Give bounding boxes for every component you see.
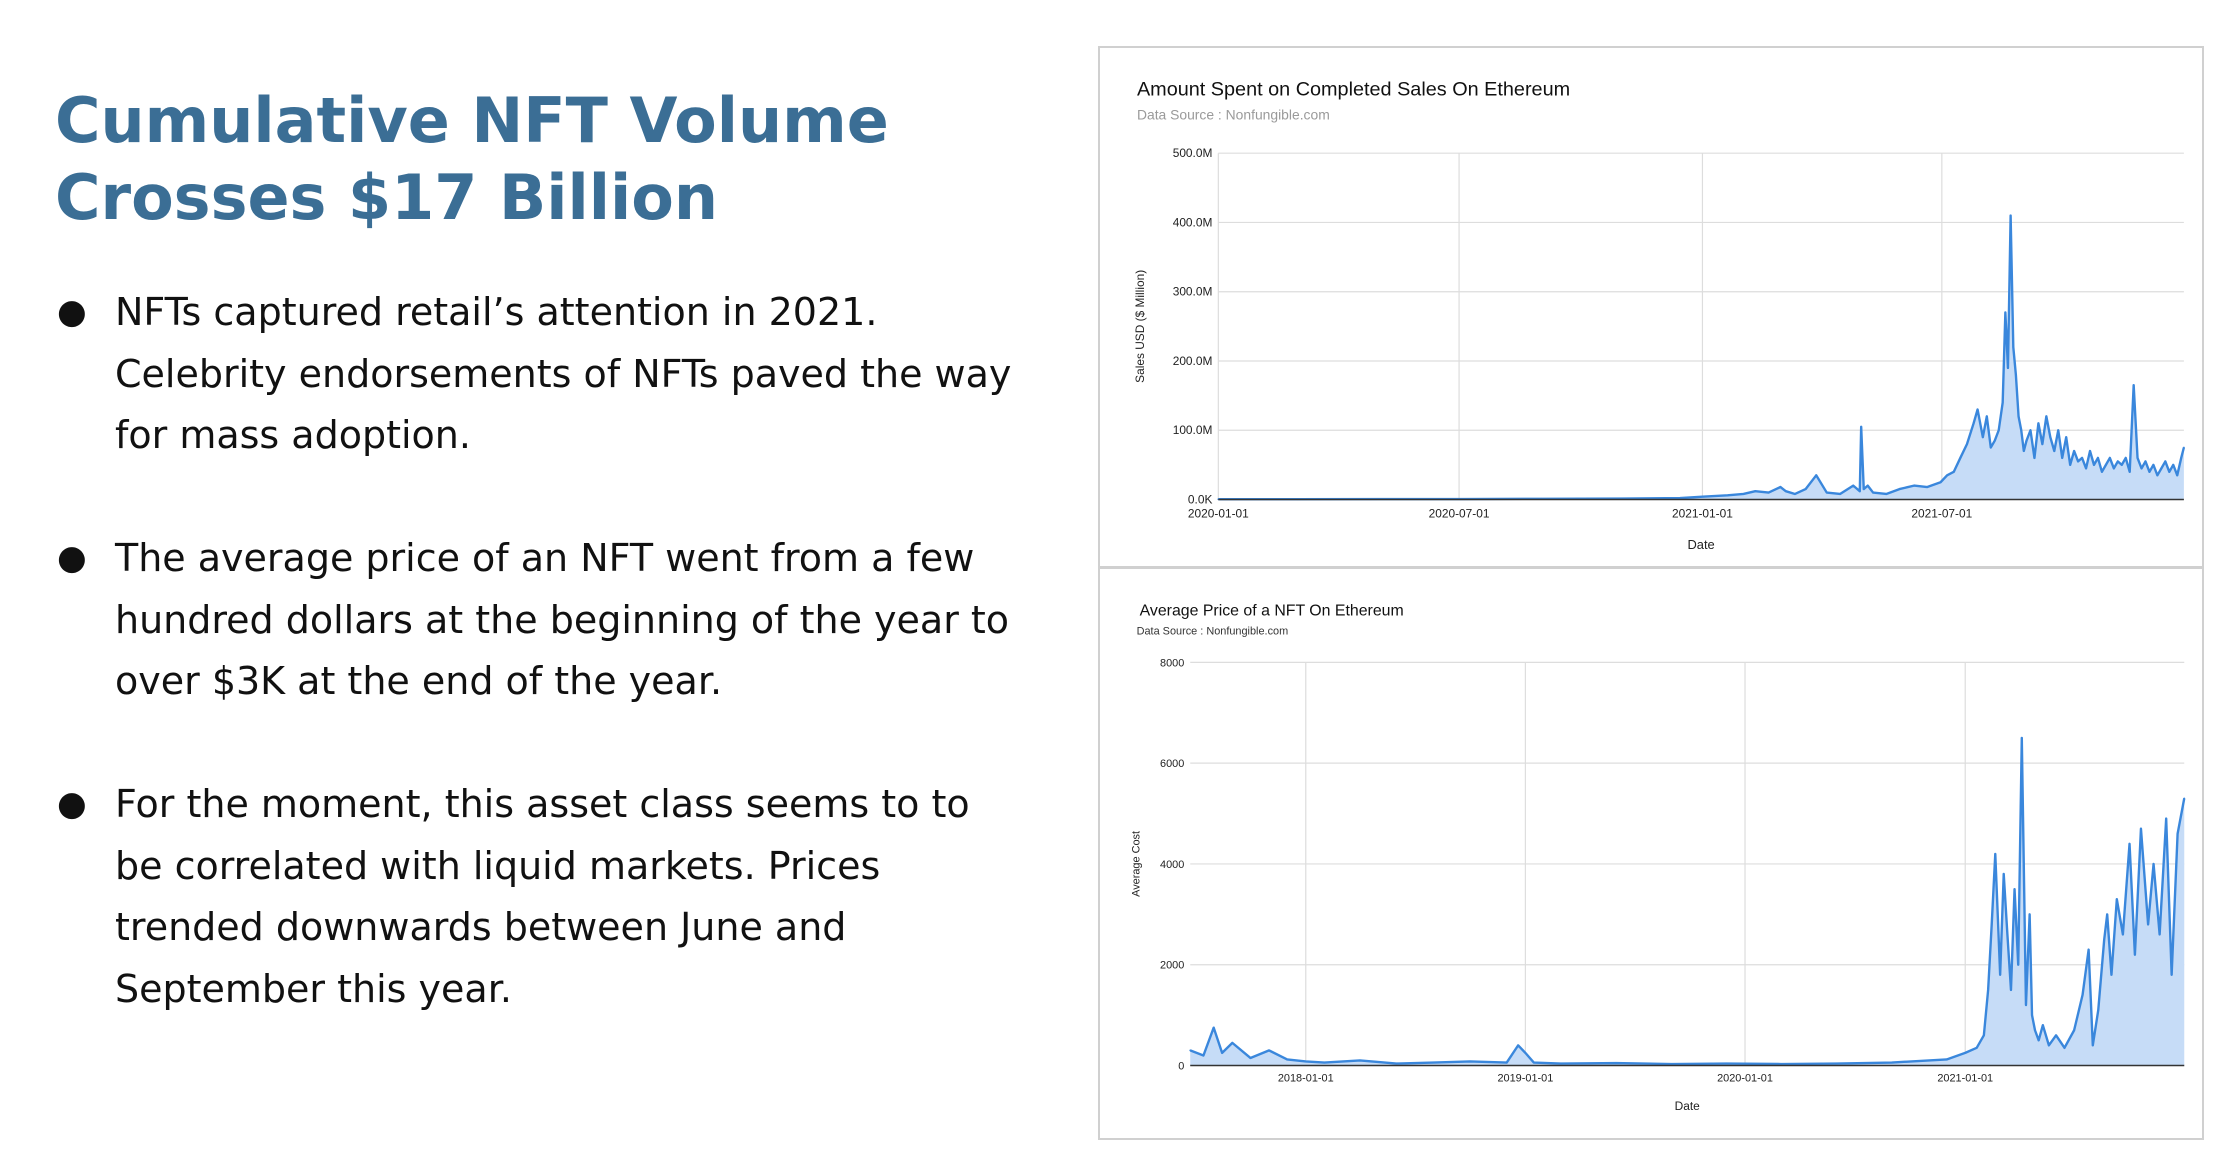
data-point bbox=[1506, 1062, 1508, 1064]
data-point bbox=[2069, 464, 2071, 466]
data-point bbox=[2088, 949, 2090, 951]
data-point bbox=[2129, 471, 2131, 473]
data-point bbox=[1324, 1062, 1326, 1064]
data-point bbox=[1859, 490, 1861, 492]
data-point bbox=[1560, 1063, 1562, 1065]
x-tick-label: 2021-01-01 bbox=[1672, 506, 1733, 521]
data-point bbox=[2015, 374, 2017, 376]
data-point bbox=[1899, 488, 1901, 490]
data-point bbox=[1533, 1062, 1535, 1064]
data-point bbox=[2010, 989, 2012, 991]
chart-title: Amount Spent on Completed Sales On Ethereum bbox=[1136, 78, 1571, 101]
data-point bbox=[1976, 1047, 1978, 1049]
data-point bbox=[1852, 485, 1854, 487]
data-point bbox=[1727, 494, 1729, 496]
data-point bbox=[1359, 1060, 1361, 1062]
data-point bbox=[1754, 490, 1756, 492]
bullet-item bbox=[55, 774, 1015, 1020]
data-point bbox=[2061, 457, 2063, 459]
data-point bbox=[2111, 974, 2113, 976]
data-point bbox=[2153, 863, 2155, 865]
data-point bbox=[2041, 443, 2043, 445]
data-point bbox=[1991, 924, 1993, 926]
slide-title-line: Crosses $17 Billion bbox=[55, 161, 719, 234]
data-point bbox=[2023, 450, 2025, 452]
data-point bbox=[2007, 367, 2009, 369]
data-point bbox=[2145, 461, 2147, 463]
series-line bbox=[1190, 738, 2184, 1064]
data-point bbox=[2049, 436, 2051, 438]
data-point bbox=[2057, 429, 2059, 431]
data-point bbox=[1524, 1052, 1526, 1054]
data-point bbox=[1725, 1063, 1727, 1065]
chart-subtitle: Data Source : Nonfungible.com bbox=[1136, 106, 1330, 123]
y-tick-label: 500.0M bbox=[1172, 146, 1213, 161]
data-point bbox=[2048, 1044, 2050, 1046]
y-tick-label: 300.0M bbox=[1172, 284, 1213, 299]
bullet-item bbox=[55, 282, 1015, 467]
data-point bbox=[2038, 1039, 2040, 1041]
y-axis-label: Sales USD ($ Million) bbox=[1132, 269, 1147, 383]
data-point bbox=[2018, 415, 2020, 417]
data-point bbox=[1213, 1027, 1215, 1029]
data-point bbox=[1469, 1061, 1471, 1063]
bullet-text-line: September this year. bbox=[115, 966, 512, 1011]
bullet-dot-icon: ● bbox=[57, 784, 87, 824]
data-point bbox=[1994, 853, 1996, 855]
y-tick-label: 0 bbox=[1178, 1060, 1185, 1073]
data-point bbox=[1517, 1044, 1519, 1046]
y-tick-label: 0.0K bbox=[1187, 492, 1213, 507]
x-axis-label: Date bbox=[1687, 537, 1715, 553]
data-point bbox=[1839, 493, 1841, 495]
data-point bbox=[2106, 913, 2108, 915]
x-tick-label: 2021-07-01 bbox=[1911, 506, 1973, 521]
data-point bbox=[2125, 457, 2127, 459]
data-point bbox=[1959, 457, 1961, 459]
average-price-chart-panel bbox=[1098, 567, 2204, 1140]
data-point bbox=[2031, 1014, 2033, 1016]
data-point bbox=[2092, 1044, 2094, 1046]
data-point bbox=[1986, 415, 1988, 417]
data-point bbox=[2073, 1029, 2075, 1031]
chart-title: Average Price of a NFT On Ethereum bbox=[1139, 602, 1404, 620]
y-tick-label: 4000 bbox=[1160, 858, 1185, 871]
data-point bbox=[1998, 429, 2000, 431]
data-point bbox=[2064, 1047, 2066, 1049]
data-point bbox=[2122, 934, 2124, 936]
data-point bbox=[2133, 384, 2135, 386]
data-point bbox=[1231, 1042, 1233, 1044]
data-point bbox=[1926, 486, 1928, 488]
data-point bbox=[1702, 496, 1704, 498]
data-point bbox=[2038, 422, 2040, 424]
data-point bbox=[2147, 924, 2149, 926]
data-point bbox=[2117, 461, 2119, 463]
data-point bbox=[2034, 1029, 2036, 1031]
data-point bbox=[1221, 1052, 1223, 1054]
data-point bbox=[2073, 450, 2075, 452]
data-point bbox=[1805, 488, 1807, 490]
data-point bbox=[1286, 1059, 1288, 1061]
data-point bbox=[1794, 493, 1796, 495]
data-point bbox=[2089, 450, 2091, 452]
data-point bbox=[1396, 1063, 1398, 1065]
data-point bbox=[1867, 485, 1869, 487]
data-point bbox=[2077, 461, 2079, 463]
data-point bbox=[1946, 474, 1948, 476]
data-point bbox=[1679, 497, 1681, 499]
x-tick-label: 2020-01-01 bbox=[1717, 1072, 1773, 1085]
slide-title-line: Cumulative NFT Volume bbox=[55, 84, 889, 157]
data-point bbox=[2025, 1004, 2027, 1006]
data-point bbox=[1768, 492, 1770, 494]
data-point bbox=[2007, 934, 2009, 936]
data-point bbox=[1836, 1063, 1838, 1065]
data-point bbox=[2129, 843, 2131, 845]
x-tick-label: 2021-01-01 bbox=[1937, 1072, 1994, 1085]
data-point bbox=[2137, 457, 2139, 459]
x-tick-label: 2020-01-01 bbox=[1187, 506, 1249, 521]
bullet-text-line: over $3K at the end of the year. bbox=[115, 659, 723, 703]
data-point bbox=[2165, 818, 2167, 820]
data-point bbox=[1913, 485, 1915, 487]
series-area bbox=[1190, 738, 2184, 1066]
data-point bbox=[2003, 873, 2005, 875]
x-tick-label: 2018-01-01 bbox=[1277, 1072, 1334, 1085]
data-point bbox=[1982, 436, 1984, 438]
data-point bbox=[2101, 471, 2103, 473]
data-point bbox=[2002, 402, 2004, 404]
data-point bbox=[2081, 457, 2083, 459]
data-point bbox=[1940, 481, 1942, 483]
data-point bbox=[2176, 474, 2178, 476]
data-point bbox=[1671, 1063, 1673, 1065]
data-point bbox=[2014, 888, 2016, 890]
data-point bbox=[1860, 426, 1862, 428]
bullet-text-line: hundred dollars at the beginning of the year to bbox=[115, 597, 1010, 642]
data-point bbox=[2017, 964, 2019, 966]
data-point bbox=[2121, 464, 2123, 466]
data-point bbox=[1863, 488, 1865, 490]
data-point bbox=[2103, 939, 2105, 941]
x-axis-label: Date bbox=[1674, 1099, 1700, 1114]
data-point bbox=[2021, 737, 2023, 739]
data-point bbox=[1815, 474, 1817, 476]
data-point bbox=[2034, 457, 2036, 459]
y-tick-label: 100.0M bbox=[1172, 423, 1213, 438]
data-point bbox=[2053, 450, 2055, 452]
data-point bbox=[1785, 490, 1787, 492]
data-point bbox=[1250, 1057, 1252, 1059]
bullet-text-line: for mass adoption. bbox=[115, 413, 471, 457]
data-point bbox=[1780, 1063, 1782, 1065]
y-axis-label: Average Cost bbox=[1130, 830, 1143, 897]
data-point bbox=[2153, 464, 2155, 466]
data-point bbox=[2026, 440, 2028, 442]
data-point bbox=[2164, 461, 2166, 463]
data-point bbox=[2160, 467, 2162, 469]
data-point bbox=[1872, 492, 1874, 494]
data-point bbox=[2042, 1024, 2044, 1026]
data-point bbox=[1203, 1055, 1205, 1057]
data-point bbox=[1994, 440, 1996, 442]
data-point bbox=[1885, 493, 1887, 495]
data-point bbox=[2082, 994, 2084, 996]
data-point bbox=[2177, 833, 2179, 835]
data-point bbox=[2085, 467, 2087, 469]
data-point bbox=[1983, 1034, 1985, 1036]
y-tick-label: 2000 bbox=[1160, 959, 1185, 972]
y-tick-label: 200.0M bbox=[1172, 353, 1213, 368]
data-point bbox=[1189, 1050, 1191, 1052]
data-point bbox=[1977, 409, 1979, 411]
bullet-dot-icon: ● bbox=[57, 292, 87, 332]
average-price-chart bbox=[1100, 569, 2202, 1138]
data-point bbox=[2097, 1009, 2099, 1011]
data-point bbox=[2030, 429, 2032, 431]
data-point bbox=[2116, 898, 2118, 900]
data-point bbox=[1999, 974, 2001, 976]
sales-chart bbox=[1100, 48, 2202, 566]
sales-chart-panel bbox=[1098, 46, 2204, 568]
data-point bbox=[2183, 447, 2185, 449]
data-point bbox=[2065, 436, 2067, 438]
data-point bbox=[1432, 1062, 1434, 1064]
data-point bbox=[1305, 1061, 1307, 1063]
data-point bbox=[2140, 828, 2142, 830]
data-point bbox=[2180, 457, 2182, 459]
y-tick-label: 6000 bbox=[1160, 758, 1185, 771]
bullet-text-line: NFTs captured retail’s attention in 2021. bbox=[115, 290, 878, 334]
x-tick-label: 2020-07-01 bbox=[1428, 506, 1490, 521]
data-point bbox=[2183, 797, 2185, 799]
y-tick-label: 400.0M bbox=[1172, 215, 1213, 230]
data-point bbox=[2105, 464, 2107, 466]
data-point bbox=[1964, 1052, 1966, 1054]
data-point bbox=[1987, 989, 1989, 991]
data-point bbox=[1990, 447, 1992, 449]
data-point bbox=[2172, 464, 2174, 466]
data-point bbox=[2159, 934, 2161, 936]
data-point bbox=[2156, 474, 2158, 476]
bullet-text-line: For the moment, this asset class seems to to bbox=[115, 782, 970, 826]
data-point bbox=[2029, 913, 2031, 915]
data-point bbox=[1891, 1062, 1893, 1064]
data-point bbox=[1966, 443, 1968, 445]
series-area bbox=[1218, 216, 2184, 500]
data-point bbox=[2012, 346, 2014, 348]
data-point bbox=[1946, 1059, 1948, 1061]
data-point bbox=[1826, 492, 1828, 494]
data-point bbox=[1953, 471, 1955, 473]
data-point bbox=[2010, 215, 2012, 217]
data-point bbox=[2020, 429, 2022, 431]
data-point bbox=[1268, 1050, 1270, 1052]
data-point bbox=[2113, 467, 2115, 469]
bullet-item bbox=[55, 528, 1015, 713]
data-point bbox=[2141, 467, 2143, 469]
data-point bbox=[2171, 974, 2173, 976]
bullet-text-line: The average price of an NFT went from a few bbox=[115, 536, 975, 580]
slide-title bbox=[55, 82, 1015, 236]
data-point bbox=[2134, 954, 2136, 956]
data-point bbox=[1780, 486, 1782, 488]
bullet-text-line: be correlated with liquid markets. Prices bbox=[115, 843, 881, 888]
chart-subtitle: Data Source : Nonfungible.com bbox=[1136, 625, 1289, 638]
bullet-text-line: trended downwards between June and bbox=[115, 905, 847, 949]
bullet-list bbox=[55, 282, 1015, 1082]
data-point bbox=[1743, 493, 1745, 495]
bullet-text-line: Celebrity endorsements of NFTs paved the way bbox=[115, 351, 1012, 396]
data-point bbox=[2055, 1034, 2057, 1036]
x-tick-label: 2019-01-01 bbox=[1497, 1072, 1554, 1085]
data-point bbox=[2109, 457, 2111, 459]
y-tick-label: 8000 bbox=[1160, 657, 1185, 670]
data-point bbox=[2168, 471, 2170, 473]
data-point bbox=[2149, 471, 2151, 473]
data-point bbox=[2097, 457, 2099, 459]
data-point bbox=[2093, 464, 2095, 466]
data-point bbox=[2004, 312, 2006, 314]
data-point bbox=[2045, 415, 2047, 417]
bullet-dot-icon: ● bbox=[57, 538, 87, 578]
data-point bbox=[1973, 422, 1975, 424]
data-point bbox=[1615, 1062, 1617, 1064]
